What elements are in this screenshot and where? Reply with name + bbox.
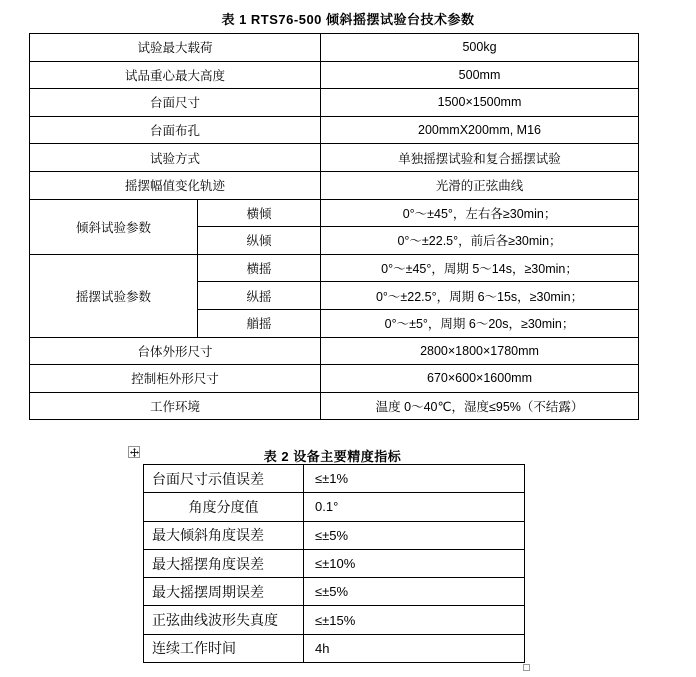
spec-label: 正弦曲线波形失真度 bbox=[144, 606, 304, 634]
param-label: 控制柜外形尺寸 bbox=[30, 365, 321, 393]
param-value: 0°～±45°，左右各≥30min； bbox=[321, 199, 639, 227]
table-move-handle[interactable] bbox=[128, 446, 140, 458]
spec-label: 最大倾斜角度误差 bbox=[144, 521, 304, 549]
param-label: 试验方式 bbox=[30, 144, 321, 172]
param-label: 摇摆幅值变化轨迹 bbox=[30, 171, 321, 199]
spec-label: 台面尺寸示值误差 bbox=[144, 465, 304, 493]
table-row bbox=[30, 61, 639, 89]
param-group-label: 摇摆试验参数 bbox=[30, 254, 198, 337]
param-value: 200mmX200mm, M16 bbox=[321, 116, 639, 144]
param-sub-label: 艏摇 bbox=[198, 309, 321, 337]
table-row bbox=[144, 465, 525, 493]
param-value: 0°～±5°，周期 6～20s，≥30min； bbox=[321, 309, 639, 337]
param-value: 0°～±22.5°，前后各≥30min； bbox=[321, 227, 639, 255]
table-row bbox=[30, 144, 639, 172]
param-group-label: 倾斜试验参数 bbox=[30, 199, 198, 254]
four-way-arrow-icon bbox=[130, 448, 139, 457]
spec-label: 连续工作时间 bbox=[144, 634, 304, 662]
param-label: 工作环境 bbox=[30, 392, 321, 420]
param-label: 试验最大载荷 bbox=[30, 34, 321, 62]
table-row bbox=[30, 337, 639, 365]
param-sub-label: 纵摇 bbox=[198, 282, 321, 310]
table-row bbox=[30, 116, 639, 144]
table-row bbox=[144, 521, 525, 549]
spec-label: 最大摇摆周期误差 bbox=[144, 578, 304, 606]
param-label: 台面尺寸 bbox=[30, 89, 321, 117]
table-row bbox=[144, 634, 525, 662]
param-sub-label: 横摇 bbox=[198, 254, 321, 282]
param-label: 试品重心最大高度 bbox=[30, 61, 321, 89]
spec-value: 4h bbox=[304, 634, 525, 662]
spec-value: ≤±1% bbox=[304, 465, 525, 493]
table2-precision-specs bbox=[143, 464, 525, 663]
param-value: 单独摇摆试验和复合摇摆试验 bbox=[321, 144, 639, 172]
param-value: 2800×1800×1780mm bbox=[321, 337, 639, 365]
table2-title: 表 2 设备主要精度指标 bbox=[263, 449, 402, 464]
param-label: 台体外形尺寸 bbox=[30, 337, 321, 365]
table-resize-handle[interactable] bbox=[523, 664, 530, 671]
param-value: 0°～±45°，周期 5～14s，≥30min； bbox=[321, 254, 639, 282]
spec-label: 角度分度值 bbox=[144, 493, 304, 521]
param-label: 台面布孔 bbox=[30, 116, 321, 144]
param-value: 温度 0～40℃，湿度≤95%（不结露） bbox=[321, 392, 639, 420]
param-value: 1500×1500mm bbox=[321, 89, 639, 117]
spec-label: 最大摇摆角度误差 bbox=[144, 549, 304, 577]
spec-value: ≤±15% bbox=[304, 606, 525, 634]
param-value: 500mm bbox=[321, 61, 639, 89]
table-row bbox=[144, 493, 525, 521]
param-value: 670×600×1600mm bbox=[321, 365, 639, 393]
table1-technical-params bbox=[29, 33, 639, 420]
spec-value: 0.1° bbox=[304, 493, 525, 521]
table1-title: 表 1 RTS76-500 倾斜摇摆试验台技术参数 bbox=[221, 12, 475, 27]
table-row bbox=[30, 199, 639, 227]
param-sub-label: 横倾 bbox=[198, 199, 321, 227]
table-row bbox=[144, 606, 525, 634]
param-sub-label: 纵倾 bbox=[198, 227, 321, 255]
param-value: 500kg bbox=[321, 34, 639, 62]
table-row bbox=[30, 171, 639, 199]
param-value: 光滑的正弦曲线 bbox=[321, 171, 639, 199]
table-row bbox=[30, 89, 639, 117]
param-value: 0°～±22.5°，周期 6～15s，≥30min； bbox=[321, 282, 639, 310]
table-row bbox=[144, 578, 525, 606]
table-row bbox=[144, 549, 525, 577]
table-row bbox=[30, 365, 639, 393]
table-row bbox=[30, 34, 639, 62]
table-row bbox=[30, 392, 639, 420]
spec-value: ≤±5% bbox=[304, 578, 525, 606]
spec-value: ≤±5% bbox=[304, 521, 525, 549]
spec-value: ≤±10% bbox=[304, 549, 525, 577]
table-row bbox=[30, 254, 639, 282]
